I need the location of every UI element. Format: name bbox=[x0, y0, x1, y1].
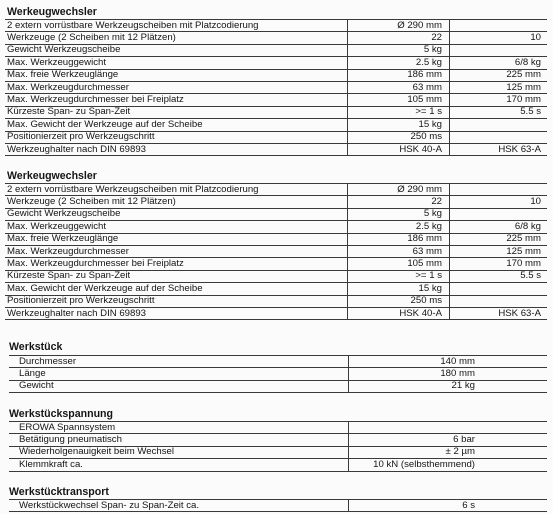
table-row bbox=[0, 295, 553, 307]
row-value: 180 mm bbox=[440, 367, 475, 379]
row-label: 2 extern vorrüstbare Werkzeugscheiben mit Platzcodierung bbox=[7, 19, 259, 31]
row-value: 2.5 kg bbox=[415, 220, 442, 232]
row-value-secondary: 125 mm bbox=[506, 245, 541, 257]
row-label: Werkstückwechsel Span- zu Span-Zeit ca. bbox=[19, 499, 200, 511]
row-value: Ø 290 mm bbox=[397, 183, 442, 195]
row-value: >= 1 s bbox=[415, 270, 442, 282]
table-row bbox=[0, 380, 553, 392]
table-row bbox=[0, 32, 553, 44]
row-value-secondary: 170 mm bbox=[506, 257, 541, 269]
row-value-secondary: 5.5 s bbox=[520, 106, 541, 118]
table-rule bbox=[5, 155, 547, 156]
table-row bbox=[0, 196, 553, 208]
row-value: 15 kg bbox=[418, 118, 442, 130]
row-value-secondary: HSK 63-A bbox=[498, 307, 541, 319]
row-label: Max. freie Werkzeuglänge bbox=[7, 69, 119, 81]
table-row bbox=[0, 283, 553, 295]
table-row bbox=[0, 246, 553, 258]
row-value: HSK 40-A bbox=[399, 143, 442, 155]
row-value: 250 ms bbox=[410, 131, 442, 143]
row-label: Betätigung pneumatisch bbox=[19, 433, 122, 445]
table-rule bbox=[9, 471, 547, 472]
row-label: Werkzeuge (2 Scheiben mit 12 Plätzen) bbox=[7, 195, 176, 207]
row-value-secondary: 225 mm bbox=[506, 69, 541, 81]
row-label: Wiederholgenauigkeit beim Wechsel bbox=[19, 446, 175, 458]
table-row bbox=[0, 82, 553, 94]
row-value-secondary: 6/8 kg bbox=[514, 56, 541, 68]
row-value: ± 2 µm bbox=[445, 446, 475, 458]
row-value: 140 mm bbox=[440, 355, 475, 367]
table-row bbox=[0, 184, 553, 196]
table-row bbox=[0, 44, 553, 56]
section-title: Werkeugwechsler bbox=[7, 170, 97, 182]
table-row bbox=[0, 57, 553, 69]
row-label: Max. Werkzeugdurchmesser bei Freiplatz bbox=[7, 257, 184, 269]
row-label: Werkzeughalter nach DIN 69893 bbox=[7, 143, 147, 155]
row-value-secondary: 5.5 s bbox=[520, 270, 541, 282]
row-label: Werkzeuge (2 Scheiben mit 12 Plätzen) bbox=[7, 31, 176, 43]
row-label: Länge bbox=[19, 367, 46, 379]
row-value: 2.5 kg bbox=[415, 56, 442, 68]
row-label: Max. Werkzeugdurchmesser bbox=[7, 245, 129, 257]
table-row bbox=[0, 106, 553, 118]
row-value: 63 mm bbox=[412, 245, 442, 257]
row-value-secondary: 125 mm bbox=[506, 81, 541, 93]
table-row bbox=[0, 233, 553, 245]
row-label: Durchmesser bbox=[19, 355, 77, 367]
row-label: Gewicht Werkzeugscheibe bbox=[7, 208, 121, 220]
row-label: Max. Werkzeugdurchmesser bei Freiplatz bbox=[7, 93, 184, 105]
table-row bbox=[0, 258, 553, 270]
table-row bbox=[0, 356, 553, 368]
row-value: 5 kg bbox=[423, 44, 442, 56]
row-value: 22 bbox=[431, 31, 442, 43]
table-rule bbox=[9, 392, 547, 393]
row-value: 5 kg bbox=[423, 208, 442, 220]
table-row bbox=[0, 221, 553, 233]
section-title: Werkstückspannung bbox=[9, 408, 113, 420]
row-label: Max. Gewicht der Werkzeuge auf der Scheibe bbox=[7, 282, 203, 294]
table-row bbox=[0, 422, 553, 434]
section-title: Werkstück bbox=[9, 341, 63, 353]
section-title: Werkstücktransport bbox=[9, 486, 109, 498]
table-row bbox=[0, 270, 553, 282]
row-value-secondary: 170 mm bbox=[506, 93, 541, 105]
row-label: Gewicht Werkzeugscheibe bbox=[7, 44, 121, 56]
row-value-secondary: 225 mm bbox=[506, 233, 541, 245]
row-label: 2 extern vorrüstbare Werkzeugscheiben mit Platzcodierung bbox=[7, 183, 259, 195]
row-value-secondary: HSK 63-A bbox=[498, 143, 541, 155]
table-row bbox=[0, 119, 553, 131]
table-row bbox=[0, 308, 553, 320]
row-value: 21 kg bbox=[451, 380, 475, 392]
table-row bbox=[0, 446, 553, 458]
row-value: 10 kN (selbsthemmend) bbox=[373, 458, 475, 470]
row-value: 250 ms bbox=[410, 295, 442, 307]
row-label: Gewicht bbox=[19, 380, 54, 392]
row-label: Max. Werkzeuggewicht bbox=[7, 220, 106, 232]
row-label: Max. Gewicht der Werkzeuge auf der Scheibe bbox=[7, 118, 203, 130]
row-value: 63 mm bbox=[412, 81, 442, 93]
row-value-secondary: 10 bbox=[530, 31, 541, 43]
row-value: 105 mm bbox=[407, 257, 442, 269]
table-row bbox=[0, 69, 553, 81]
row-value-secondary: 6/8 kg bbox=[514, 220, 541, 232]
section-title: Werkeugwechsler bbox=[7, 6, 97, 18]
row-value: Ø 290 mm bbox=[397, 19, 442, 31]
row-label: Klemmkraft ca. bbox=[19, 458, 83, 470]
row-value: 15 kg bbox=[418, 282, 442, 294]
row-value: 22 bbox=[431, 195, 442, 207]
table-row bbox=[0, 94, 553, 106]
table-row bbox=[0, 459, 553, 471]
row-value-secondary: 10 bbox=[530, 195, 541, 207]
row-value: HSK 40-A bbox=[399, 307, 442, 319]
row-value: 186 mm bbox=[407, 233, 442, 245]
row-value: 105 mm bbox=[407, 93, 442, 105]
row-label: Positionierzeit pro Werkzeugschritt bbox=[7, 131, 155, 143]
row-label: Max. Werkzeuggewicht bbox=[7, 56, 106, 68]
row-value: 6 s bbox=[462, 499, 475, 511]
row-label: Max. freie Werkzeuglänge bbox=[7, 233, 119, 245]
row-label: Kürzeste Span- zu Span-Zeit bbox=[7, 270, 131, 282]
row-label: Max. Werkzeugdurchmesser bbox=[7, 81, 129, 93]
table-row bbox=[0, 20, 553, 32]
table-row bbox=[0, 500, 553, 512]
row-value: 6 bar bbox=[453, 433, 475, 445]
row-value: >= 1 s bbox=[415, 106, 442, 118]
table-row bbox=[0, 144, 553, 156]
table-row bbox=[0, 208, 553, 220]
table-row bbox=[0, 131, 553, 143]
row-value: 186 mm bbox=[407, 69, 442, 81]
row-label: Kürzeste Span- zu Span-Zeit bbox=[7, 106, 131, 118]
row-label: Werkzeughalter nach DIN 69893 bbox=[7, 307, 147, 319]
table-rule bbox=[5, 319, 547, 320]
table-row bbox=[0, 434, 553, 446]
row-label: Positionierzeit pro Werkzeugschritt bbox=[7, 295, 155, 307]
table-rule bbox=[9, 511, 547, 512]
row-label: EROWA Spannsystem bbox=[19, 421, 116, 433]
table-row bbox=[0, 368, 553, 380]
